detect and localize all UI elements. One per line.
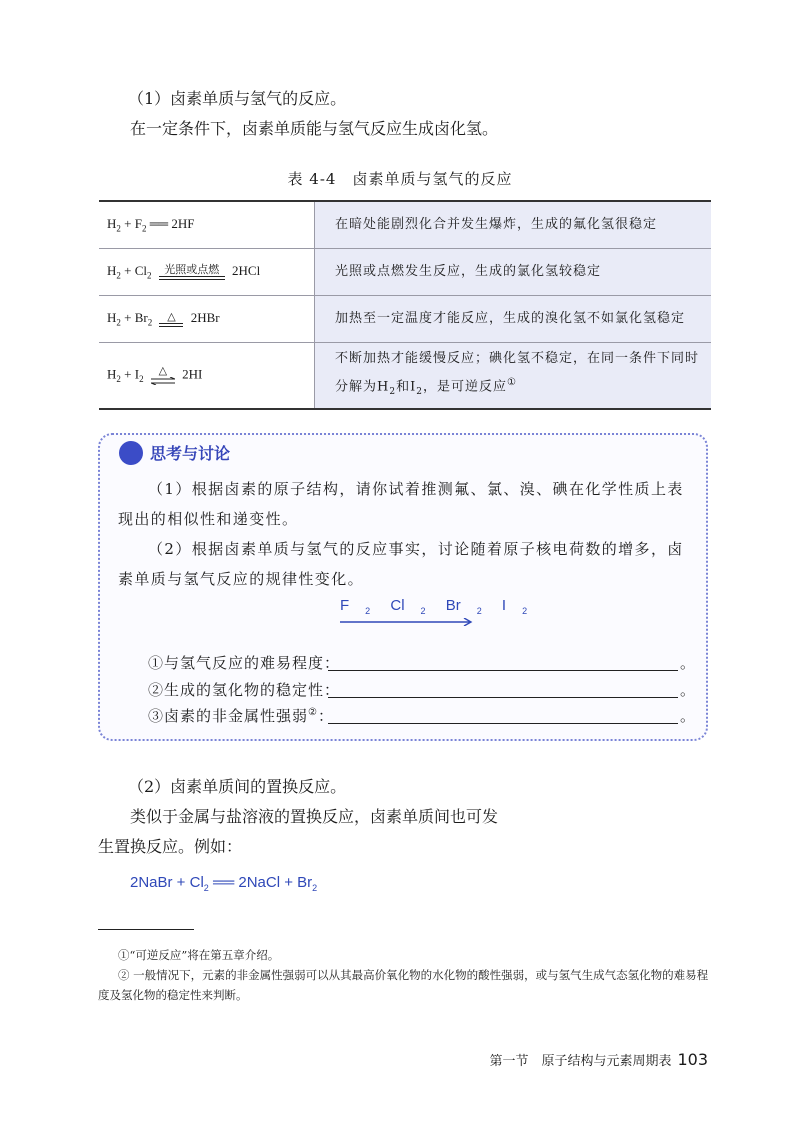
footnote-2: ② 一般情况下，元素的非金属性强弱可以从其最高价氧化物的水化物的酸性强弱，或与氢气生成气态氢化物的难易程度及氢化物的稳定性来判断。 — [98, 968, 709, 1002]
reaction-condition: 光照或点燃 — [159, 264, 225, 280]
section2-heading: （2）卤素单质间的置换反应。 — [128, 777, 347, 796]
blank-2-field[interactable] — [328, 697, 678, 698]
blank-2-label: ②生成的氢化物的稳定性： — [148, 681, 341, 699]
think-question-1: （1）根据卤素的原子结构，请你试着推测氟、氯、溴、碘在化学性质上表现出的相似性和递变性。 — [118, 480, 684, 528]
reaction-description: 加热至一定温度才能反应，生成的溴化氢不如氯化氢稳定 — [315, 296, 712, 343]
halogen-series: F $_2$ Cl $_2$ Br $_2$ I $_2$ — [340, 597, 528, 616]
section1-intro: 在一定条件下，卤素单质能与氢气反应生成卤化氢。 — [130, 119, 499, 138]
reversible-arrow-icon — [151, 377, 175, 385]
table-row — [99, 343, 711, 409]
table-row — [99, 201, 711, 249]
reaction-description: 光照或点燃发生反应，生成的氯化氢较稳定 — [315, 249, 712, 296]
reaction-equation: $H_2 + Br_2$ △ 2HBr — [99, 296, 315, 343]
section1-heading: （1）卤素单质与氢气的反应。 — [128, 89, 347, 108]
section2-intro-line2: 生置换反应。例如： — [98, 837, 243, 856]
reaction-description: 在暗处能剧烈化合并发生爆炸，生成的氟化氢很稳定 — [315, 201, 712, 249]
equals-sign: ══ — [149, 216, 172, 232]
blank-3-label: ③卤素的非金属性强弱②： — [148, 707, 334, 725]
think-bullet-icon — [119, 441, 143, 465]
section2-intro-line1: 类似于金属与盐溶液的置换反应，卤素单质间也可发 — [130, 807, 499, 826]
reaction-equation: $H_2 + I_2$ △ 2HI — [107, 364, 203, 385]
blank-1-field[interactable] — [328, 670, 678, 671]
reversible-arrow: △ — [151, 366, 175, 385]
table-row — [99, 296, 711, 343]
example-equation: 2NaBr + $Cl_2$ ══ 2NaCl + $Br_2$ — [130, 874, 318, 893]
think-question-2: （2）根据卤素单质与氢气的反应事实，讨论随着原子核电荷数的增多，卤素单质与氢气反应的规律性变化。 — [118, 540, 684, 588]
reaction-condition: △ — [159, 312, 183, 327]
footnote-divider — [98, 929, 194, 930]
series-arrow-icon — [340, 618, 474, 626]
blank-1-label: ①与氢气反应的难易程度： — [148, 654, 341, 672]
reaction-description: 不断加热才能缓慢反应；碘化氢不稳定，在同一条件下同时分解为$H_2$和$I_2$，是可逆反应① — [315, 343, 712, 409]
reaction-table — [99, 200, 711, 410]
reaction-equation: $H_2 + Cl_2$ 光照或点燃 2HCl — [99, 249, 315, 296]
reaction-equation: $H_2 + F_2$ ══ 2HF — [99, 201, 315, 249]
table-row — [99, 249, 711, 296]
think-title: 思考与讨论 — [150, 444, 231, 463]
footnote-1: ①“可逆反应”将在第五章介绍。 — [118, 948, 280, 962]
page-number: 103 — [677, 1050, 708, 1069]
table-caption: 表 4-4 卤素单质与氢气的反应 — [287, 170, 513, 188]
page-footer: 第一节 原子结构与元素周期表 103 — [489, 1050, 708, 1069]
blank-3-field[interactable] — [328, 723, 678, 724]
